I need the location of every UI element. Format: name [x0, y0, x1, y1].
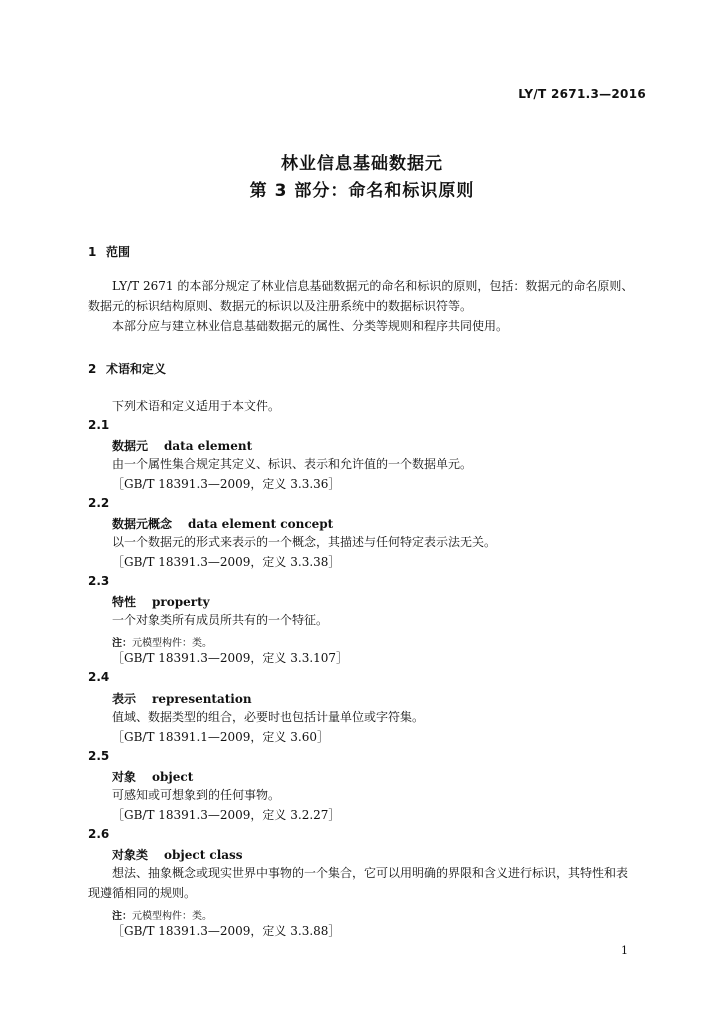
term-name	[112, 768, 193, 785]
term-source: ［GB/T 18391.3—2009，定义 3.3.38］	[112, 555, 341, 569]
term-zh: 数据元概念	[112, 517, 173, 531]
term-definition-line2: 现遵循相同的规则。	[88, 886, 197, 900]
section-number: 1	[88, 245, 97, 259]
term-zh: 特性	[112, 595, 137, 609]
standard-code: LY/T 2671.3—2016	[518, 87, 646, 101]
term-definition: 可感知或可想象到的任何事物。	[112, 788, 281, 802]
note-label: 注：	[112, 911, 132, 922]
term-name	[112, 515, 333, 532]
note-label: 注：	[112, 638, 132, 649]
term-definition: 以一个数据元的形式来表示的一个概念，其描述与任何特定表示法无关。	[112, 535, 497, 549]
note-text: 元模型构件：类。	[132, 911, 212, 922]
note-text: 元模型构件：类。	[132, 638, 212, 649]
scope-paragraph-2: 本部分应与建立林业信息基础数据元的属性、分类等规则和程序共同使用。	[112, 319, 509, 333]
section-heading-scope	[88, 243, 130, 260]
term-definition: 由一个属性集合规定其定义、标识、表示和允许值的一个数据单元。	[112, 457, 473, 471]
term-source: ［GB/T 18391.1—2009，定义 3.60］	[112, 730, 329, 744]
term-zh: 对象	[112, 770, 137, 784]
term-number: 2.4	[88, 670, 110, 684]
terms-intro: 下列术语和定义适用于本文件。	[112, 399, 281, 413]
term-en: object class	[164, 848, 243, 862]
term-number: 2.2	[88, 496, 110, 510]
term-source: ［GB/T 18391.3—2009，定义 3.3.88］	[112, 924, 341, 938]
term-number: 2.1	[88, 418, 110, 432]
term-en: property	[152, 595, 210, 609]
term-source: ［GB/T 18391.3—2009，定义 3.2.27］	[112, 808, 341, 822]
term-note	[112, 907, 212, 922]
term-en: representation	[152, 692, 252, 706]
term-source: ［GB/T 18391.3—2009，定义 3.3.36］	[112, 477, 341, 491]
term-zh: 数据元	[112, 439, 149, 453]
scope-paragraph-line1: LY/T 2671 的本部分规定了林业信息基础数据元的命名和标识的原则，包括：数据元的命名原则、	[112, 279, 634, 293]
term-definition-line1: 想法、抽象概念或现实世界中事物的一个集合，它可以用明确的界限和含义进行标识，其特性和表	[112, 866, 629, 880]
term-number: 2.6	[88, 827, 110, 841]
section-heading-terms	[88, 360, 166, 377]
term-name	[112, 593, 210, 610]
term-source: ［GB/T 18391.3—2009，定义 3.3.107］	[112, 651, 349, 665]
section-number: 2	[88, 362, 97, 376]
scope-paragraph-line2: 数据元的标识结构原则、数据元的标识以及注册系统中的数据标识符等。	[88, 299, 473, 313]
section-title: 范围	[106, 245, 131, 259]
term-en: object	[152, 770, 194, 784]
document-subtitle: 第 3 部分：命名和标识原则	[249, 181, 475, 201]
term-name	[112, 690, 252, 707]
term-name	[112, 846, 243, 863]
term-number: 2.3	[88, 574, 110, 588]
term-number: 2.5	[88, 749, 110, 763]
term-en: data element	[164, 439, 253, 453]
term-definition: 值域、数据类型的组合，必要时也包括计量单位或字符集。	[112, 710, 425, 724]
page-number: 1	[621, 944, 628, 957]
term-definition: 一个对象类所有成员所共有的一个特征。	[112, 613, 329, 627]
document-title: 林业信息基础数据元	[281, 154, 443, 174]
section-title: 术语和定义	[106, 362, 167, 376]
term-note	[112, 634, 212, 649]
term-name	[112, 437, 252, 454]
term-zh: 表示	[112, 692, 137, 706]
term-zh: 对象类	[112, 848, 149, 862]
term-en: data element concept	[188, 517, 334, 531]
